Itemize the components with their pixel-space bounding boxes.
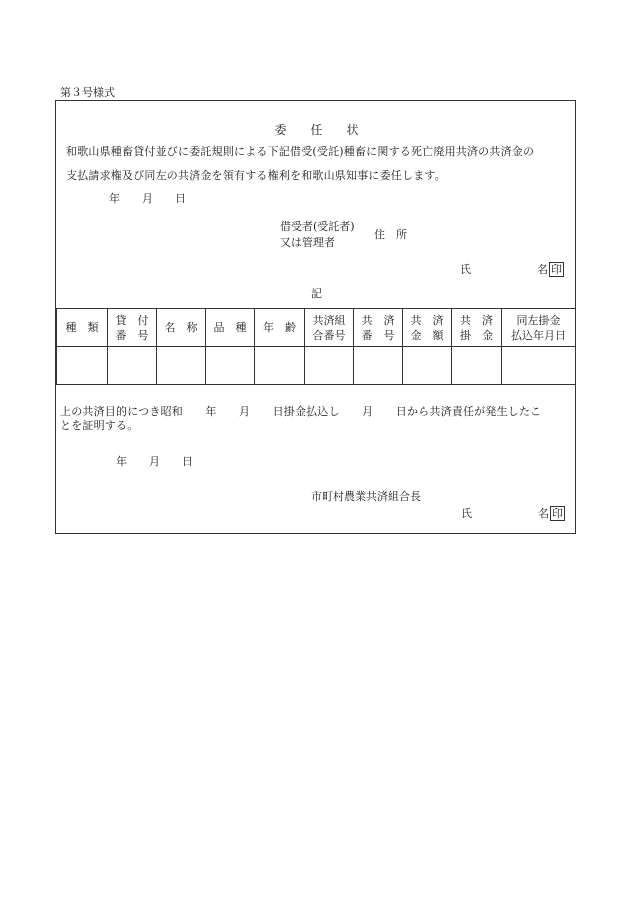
table-cell (305, 347, 354, 385)
livestock-table (56, 308, 576, 385)
table-cell (206, 347, 255, 385)
seal-mark: 印 (551, 263, 562, 276)
table-cell (157, 347, 206, 385)
header-cell: 共 済 掛 金 (452, 309, 502, 347)
borrower-label-2: 又は管理者 (280, 236, 335, 249)
table-cell (57, 347, 108, 385)
name-label: 氏 名 (461, 507, 549, 520)
table-cell (108, 347, 157, 385)
certification-date: 年 月 日 (116, 455, 193, 468)
table-cell (403, 347, 452, 385)
borrower-name-field (460, 261, 564, 277)
table-header-row (57, 309, 576, 347)
delegation-text-line-1: 和歌山県種畜貸付並びに委託規則による下記借受(受託)種畜に関する死亡廃用共済の共済金の (66, 145, 535, 158)
table-cell (502, 347, 576, 385)
certification-text-line-2: とを証明する。 (60, 419, 139, 432)
borrower-label-1: 借受者(受託者) (280, 220, 355, 233)
delegation-form (55, 100, 576, 534)
seal-mark: 印 (552, 507, 563, 520)
header-cell: 種 類 (57, 309, 108, 347)
header-cell: 貸 付 番 号 (108, 309, 157, 347)
record-label: 記 (311, 287, 322, 300)
header-cell: 品 種 (206, 309, 255, 347)
chairman-label: 市町村農業共済組合長 (311, 490, 421, 503)
table-cell (452, 347, 502, 385)
table-row (57, 347, 576, 385)
delegation-text-line-2: 支払請求権及び同左の共済金を領有する権利を和歌山県知事に委任します。 (66, 169, 446, 182)
name-label: 氏 名 (460, 263, 548, 276)
header-cell: 共 済 番 号 (354, 309, 403, 347)
header-cell: 同左掛金 払込年月日 (502, 309, 576, 347)
table-cell (354, 347, 403, 385)
header-cell: 名 称 (157, 309, 206, 347)
chairman-name-field (461, 505, 565, 521)
header-cell: 共済組 合番号 (305, 309, 354, 347)
certification-text-line-1: 上の共済目的につき昭和 年 月 日掛金払込し 月 日から共済責任が発生したこ (60, 405, 542, 418)
form-number-label: 第３号様式 (60, 86, 115, 99)
delegation-date: 年 月 日 (109, 192, 186, 205)
document-title: 委 任 状 (274, 123, 359, 137)
header-cell: 年 齢 (255, 309, 305, 347)
address-label: 住 所 (374, 228, 407, 241)
table-cell (255, 347, 305, 385)
header-cell: 共 済 金 額 (403, 309, 452, 347)
